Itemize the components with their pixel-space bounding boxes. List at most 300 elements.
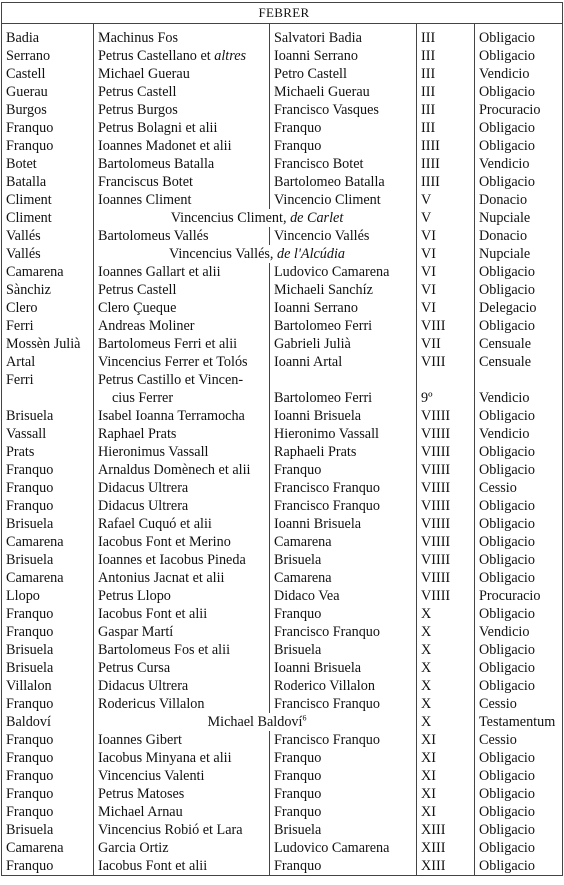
- act-type-cell: Obligacio: [475, 641, 563, 659]
- grantee-cell: Franquo: [270, 767, 417, 785]
- surname-cell: Franquo: [2, 605, 94, 623]
- grantee-cell: Didaco Vea: [270, 587, 417, 605]
- surname-cell: Franquo: [2, 857, 94, 876]
- grantor-cell: [94, 443, 270, 461]
- act-type-cell: Vendicio: [475, 371, 563, 407]
- table-row: [2, 641, 563, 659]
- table-row: [2, 731, 563, 749]
- surname-cell: Franquo: [2, 119, 94, 137]
- surname-cell: Castell: [2, 65, 94, 83]
- grantor-name-continued: cius Ferrer: [112, 390, 174, 406]
- table-row: [2, 587, 563, 605]
- surname-cell: Brisuela: [2, 641, 94, 659]
- grantor-cell: [94, 407, 270, 425]
- surname-cell: Batalla: [2, 173, 94, 191]
- table-row: [2, 173, 563, 191]
- act-type-cell: Obligacio: [475, 533, 563, 551]
- grantee-cell: Petro Castell: [270, 65, 417, 83]
- day-cell: VII: [417, 335, 475, 353]
- grantor-name: Clero Çueque: [98, 300, 177, 316]
- table-row: [2, 551, 563, 569]
- day-cell: VIIII: [417, 497, 475, 515]
- grantor-name: Vincencius Robió et Lara: [98, 822, 243, 838]
- surname-cell: Camarena: [2, 569, 94, 587]
- day-cell: VI: [417, 263, 475, 281]
- grantor-name: Arnaldus Domènech et alii: [98, 462, 251, 478]
- surname-cell: Villalon: [2, 677, 94, 695]
- footnote-marker: 6: [302, 713, 307, 723]
- grantor-name: Iacobus Font et alii: [98, 858, 208, 874]
- surname-cell: Brisuela: [2, 551, 94, 569]
- grantor-note: altres: [214, 48, 247, 64]
- surname-cell: Camarena: [2, 839, 94, 857]
- table-row: [2, 767, 563, 785]
- surname-cell: Franquo: [2, 803, 94, 821]
- grantee-cell: Francisco Vasques: [270, 101, 417, 119]
- grantor-cell: [94, 497, 270, 515]
- grantee-cell: Franquo: [270, 803, 417, 821]
- surname-cell: Clero: [2, 299, 94, 317]
- grantee-cell: Camarena: [270, 569, 417, 587]
- day-cell: IIII: [417, 137, 475, 155]
- surname-cell: Brisuela: [2, 515, 94, 533]
- grantee-cell: Franquo: [270, 461, 417, 479]
- act-type-cell: Obligacio: [475, 749, 563, 767]
- day-cell: III: [417, 65, 475, 83]
- day-cell: XI: [417, 767, 475, 785]
- day-cell: III: [417, 24, 475, 48]
- day-cell: VIII: [417, 317, 475, 335]
- day-cell: VIIII: [417, 407, 475, 425]
- grantor-cell: [94, 821, 270, 839]
- table-row: [2, 119, 563, 137]
- act-type-cell: Obligacio: [475, 83, 563, 101]
- grantor-cell: [94, 191, 270, 209]
- surname-cell: Baldoví: [2, 713, 94, 731]
- grantee-cell: Bartolomeo Ferri: [270, 371, 417, 407]
- table-row: [2, 317, 563, 335]
- act-type-cell: Obligacio: [475, 659, 563, 677]
- surname-cell: Serrano: [2, 47, 94, 65]
- act-type-cell: Obligacio: [475, 461, 563, 479]
- table-row: [2, 623, 563, 641]
- act-type-cell: Obligacio: [475, 821, 563, 839]
- act-type-cell: Obligacio: [475, 281, 563, 299]
- surname-cell: Llopo: [2, 587, 94, 605]
- grantor-cell: [94, 605, 270, 623]
- act-type-cell: Obligacio: [475, 407, 563, 425]
- month-title: FEBRER: [2, 3, 563, 24]
- grantor-cell: [94, 47, 270, 65]
- table-row: [2, 281, 563, 299]
- grantee-cell: Brisuela: [270, 551, 417, 569]
- act-type-cell: Obligacio: [475, 263, 563, 281]
- grantor-cell: [94, 461, 270, 479]
- grantee-cell: Vincencio Vallés: [270, 227, 417, 245]
- grantee-cell: Ioanni Brisuela: [270, 407, 417, 425]
- grantor-name: Iacobus Minyana et alii: [98, 750, 232, 766]
- day-cell: VIIII: [417, 587, 475, 605]
- grantee-cell: Raphaeli Prats: [270, 443, 417, 461]
- table-row: [2, 749, 563, 767]
- act-type-cell: Nupciale: [475, 209, 563, 227]
- grantor-cell: [94, 65, 270, 83]
- grantor-cell: [94, 24, 270, 48]
- grantee-cell: Ludovico Camarena: [270, 839, 417, 857]
- grantor-name: Petrus Bolagni et alii: [98, 120, 218, 136]
- grantor-cell: [94, 515, 270, 533]
- grantee-cell: Franquo: [270, 749, 417, 767]
- act-type-cell: Vendicio: [475, 155, 563, 173]
- grantor-cell: [94, 695, 270, 713]
- grantor-name: Ioannes Climent: [98, 192, 192, 208]
- surname-cell: Botet: [2, 155, 94, 173]
- grantee-cell: Francisco Franquo: [270, 623, 417, 641]
- register-body: [2, 24, 563, 876]
- grantor-name: Garcia Ortiz: [98, 840, 169, 856]
- table-row: [2, 443, 563, 461]
- grantor-name: Petrus Matoses: [98, 786, 185, 802]
- act-type-cell: Obligacio: [475, 677, 563, 695]
- day-cell: VI: [417, 245, 475, 263]
- grantor-cell: [94, 155, 270, 173]
- table-row: [2, 479, 563, 497]
- table-row: [2, 83, 563, 101]
- grantor-cell: [94, 425, 270, 443]
- grantee-cell: Franquo: [270, 605, 417, 623]
- grantor-cell: [94, 335, 270, 353]
- grantee-cell: Francisco Franquo: [270, 731, 417, 749]
- grantee-cell: Brisuela: [270, 821, 417, 839]
- act-type-cell: Donacio: [475, 227, 563, 245]
- grantor-cell: [94, 479, 270, 497]
- grantee-cell: Ioanni Brisuela: [270, 515, 417, 533]
- day-cell: VIIII: [417, 533, 475, 551]
- day-cell: VIIII: [417, 461, 475, 479]
- grantor-cell: [94, 317, 270, 335]
- grantor-cell: [94, 101, 270, 119]
- surname-cell: Brisuela: [2, 821, 94, 839]
- grantor-cell: [94, 533, 270, 551]
- day-cell: X: [417, 605, 475, 623]
- act-type-cell: Cessio: [475, 731, 563, 749]
- surname-cell: Vallés: [2, 245, 94, 263]
- grantor-name: Iacobus Font et alii: [98, 606, 208, 622]
- surname-cell: Ferri: [2, 317, 94, 335]
- act-type-cell: Obligacio: [475, 839, 563, 857]
- grantor-cell: [94, 173, 270, 191]
- grantor-name: Bartolomeus Vallés: [98, 228, 209, 244]
- day-cell: VI: [417, 281, 475, 299]
- surname-cell: Guerau: [2, 83, 94, 101]
- act-type-cell: Obligacio: [475, 515, 563, 533]
- grantee-cell: Camarena: [270, 533, 417, 551]
- act-type-cell: Obligacio: [475, 317, 563, 335]
- day-cell: VIIII: [417, 515, 475, 533]
- grantee-cell: Ioanni Brisuela: [270, 659, 417, 677]
- grantor-cell: [94, 371, 270, 407]
- grantee-cell: Francisco Franquo: [270, 695, 417, 713]
- act-type-cell: Censuale: [475, 353, 563, 371]
- act-type-cell: Donacio: [475, 191, 563, 209]
- act-type-cell: Delegacio: [475, 299, 563, 317]
- grantor-name: Didacus Ultrera: [98, 480, 189, 496]
- table-row: [2, 533, 563, 551]
- grantee-cell: Hieronimo Vassall: [270, 425, 417, 443]
- grantor-cell: [94, 227, 270, 245]
- grantor-cell: [94, 641, 270, 659]
- table-row: [2, 407, 563, 425]
- grantor-name: Bartolomeus Batalla: [98, 156, 215, 172]
- party-span-cell: [94, 713, 417, 731]
- day-cell: VIIII: [417, 479, 475, 497]
- grantee-cell: Michaeli Guerau: [270, 83, 417, 101]
- day-cell: V: [417, 191, 475, 209]
- grantor-cell: [94, 731, 270, 749]
- act-type-cell: Testamentum: [475, 713, 563, 731]
- table-row: [2, 461, 563, 479]
- grantee-cell: Brisuela: [270, 641, 417, 659]
- act-type-cell: Vendicio: [475, 623, 563, 641]
- table-row: [2, 353, 563, 371]
- surname-cell: Franquo: [2, 623, 94, 641]
- surname-cell: Franquo: [2, 461, 94, 479]
- grantor-cell: [94, 119, 270, 137]
- surname-cell: Franquo: [2, 785, 94, 803]
- day-cell: IIII: [417, 155, 475, 173]
- act-type-cell: Cessio: [475, 695, 563, 713]
- register-table: [1, 2, 563, 876]
- surname-cell: Franquo: [2, 749, 94, 767]
- grantor-name: Raphael Prats: [98, 426, 177, 442]
- table-row: [2, 65, 563, 83]
- table-row: [2, 335, 563, 353]
- grantor-name: Petrus Cursa: [98, 660, 171, 676]
- table-row: [2, 245, 563, 263]
- table-row: [2, 299, 563, 317]
- act-type-cell: Obligacio: [475, 47, 563, 65]
- day-cell: VIIII: [417, 443, 475, 461]
- surname-cell: Burgos: [2, 101, 94, 119]
- act-type-cell: Obligacio: [475, 173, 563, 191]
- table-row: [2, 821, 563, 839]
- table-row: [2, 155, 563, 173]
- header-row: [2, 3, 563, 24]
- act-type-cell: Obligacio: [475, 857, 563, 876]
- grantor-name: Bartolomeus Ferri et alii: [98, 336, 238, 352]
- grantor-name: Rafael Cuquó et alii: [98, 516, 212, 532]
- act-type-cell: Vendicio: [475, 65, 563, 83]
- grantor-cell: [94, 677, 270, 695]
- act-type-cell: Obligacio: [475, 497, 563, 515]
- day-cell: VIIII: [417, 569, 475, 587]
- day-cell: X: [417, 623, 475, 641]
- surname-cell: Sànchiz: [2, 281, 94, 299]
- party-place: de l'Alcúdia: [276, 246, 346, 262]
- surname-cell: Prats: [2, 443, 94, 461]
- grantor-name: Petrus Castillo et Vincen-: [98, 372, 244, 388]
- day-cell: X: [417, 695, 475, 713]
- day-cell: XI: [417, 731, 475, 749]
- surname-cell: Camarena: [2, 263, 94, 281]
- surname-cell: Badia: [2, 24, 94, 48]
- surname-cell: Ferri: [2, 371, 94, 407]
- day-cell: X: [417, 659, 475, 677]
- grantee-cell: Ludovico Camarena: [270, 263, 417, 281]
- party-span-cell: [94, 245, 417, 263]
- grantor-name: Petrus Burgos: [98, 102, 178, 118]
- grantee-cell: Bartolomeo Batalla: [270, 173, 417, 191]
- act-type-cell: Vendicio: [475, 425, 563, 443]
- table-row: [2, 191, 563, 209]
- grantee-cell: Franquo: [270, 137, 417, 155]
- day-cell: III: [417, 119, 475, 137]
- grantor-name: Iacobus Font et Merino: [98, 534, 231, 550]
- day-cell: XIII: [417, 839, 475, 857]
- surname-cell: Vallés: [2, 227, 94, 245]
- surname-cell: Franquo: [2, 767, 94, 785]
- surname-cell: Franquo: [2, 731, 94, 749]
- party-name: Michael Baldoví: [207, 714, 303, 730]
- grantor-name: Michael Arnau: [98, 804, 183, 820]
- party-place: de Carlet: [290, 210, 344, 226]
- day-cell: X: [417, 641, 475, 659]
- grantor-name: Didacus Ultrera: [98, 498, 189, 514]
- grantee-cell: Vincencio Climent: [270, 191, 417, 209]
- table-row: [2, 803, 563, 821]
- act-type-cell: Obligacio: [475, 137, 563, 155]
- table-row: [2, 47, 563, 65]
- grantor-name: Petrus Castell: [98, 282, 177, 298]
- table-row: [2, 101, 563, 119]
- grantee-cell: Bartolomeo Ferri: [270, 317, 417, 335]
- grantor-name: Gaspar Martí: [98, 624, 174, 640]
- day-cell: X: [417, 677, 475, 695]
- party-name: Vincencius Climent,: [170, 210, 287, 226]
- surname-cell: Franquo: [2, 137, 94, 155]
- grantor-cell: [94, 263, 270, 281]
- act-type-cell: Obligacio: [475, 785, 563, 803]
- table-row: [2, 497, 563, 515]
- surname-cell: Artal: [2, 353, 94, 371]
- table-row: [2, 605, 563, 623]
- grantor-cell: [94, 767, 270, 785]
- day-cell: III: [417, 47, 475, 65]
- day-cell: XI: [417, 785, 475, 803]
- grantor-cell: [94, 137, 270, 155]
- act-type-cell: Obligacio: [475, 119, 563, 137]
- grantor-cell: [94, 281, 270, 299]
- grantor-name: Vincencius Ferrer et Tolós: [98, 354, 248, 370]
- day-cell: XI: [417, 803, 475, 821]
- grantee-cell: Francisco Franquo: [270, 479, 417, 497]
- grantor-name: Petrus Castell: [98, 84, 177, 100]
- grantor-cell: [94, 749, 270, 767]
- surname-cell: Brisuela: [2, 407, 94, 425]
- grantee-cell: Roderico Villalon: [270, 677, 417, 695]
- grantor-name: Bartolomeus Fos et alii: [98, 642, 231, 658]
- table-row: [2, 425, 563, 443]
- grantor-name: Petrus Castellano et: [98, 48, 211, 64]
- day-cell: VI: [417, 227, 475, 245]
- grantor-name: Didacus Ultrera: [98, 678, 189, 694]
- table-row: [2, 857, 563, 876]
- grantor-name: Franciscus Botet: [98, 174, 193, 190]
- table-row: [2, 137, 563, 155]
- act-type-cell: Obligacio: [475, 803, 563, 821]
- grantor-name: Petrus Llopo: [98, 588, 171, 604]
- act-type-cell: Censuale: [475, 335, 563, 353]
- table-row: [2, 677, 563, 695]
- act-type-cell: Obligacio: [475, 605, 563, 623]
- act-type-cell: Obligacio: [475, 767, 563, 785]
- grantee-cell: Franquo: [270, 119, 417, 137]
- grantee-cell: Ioanni Artal: [270, 353, 417, 371]
- act-type-cell: Obligacio: [475, 24, 563, 48]
- table-row: [2, 371, 563, 407]
- grantor-cell: [94, 353, 270, 371]
- day-cell: IIII: [417, 173, 475, 191]
- grantor-cell: [94, 83, 270, 101]
- grantee-cell: Gabrieli Julià: [270, 335, 417, 353]
- act-type-cell: Obligacio: [475, 443, 563, 461]
- table-row: [2, 659, 563, 677]
- surname-cell: Franquo: [2, 695, 94, 713]
- act-type-cell: Nupciale: [475, 245, 563, 263]
- surname-cell: Vassall: [2, 425, 94, 443]
- day-cell: XI: [417, 749, 475, 767]
- day-cell: X: [417, 713, 475, 731]
- grantor-name: Ioannes Gallart et alii: [98, 264, 221, 280]
- grantor-cell: [94, 857, 270, 876]
- table-row: [2, 263, 563, 281]
- grantee-cell: Franquo: [270, 857, 417, 876]
- grantor-name: Michael Guerau: [98, 66, 190, 82]
- grantor-cell: [94, 551, 270, 569]
- day-cell: 9º: [417, 371, 475, 407]
- day-cell: VI: [417, 299, 475, 317]
- grantee-cell: Ioanni Serrano: [270, 299, 417, 317]
- grantee-cell: Franquo: [270, 785, 417, 803]
- act-type-cell: Procuracio: [475, 101, 563, 119]
- day-cell: XIII: [417, 821, 475, 839]
- act-type-cell: Obligacio: [475, 569, 563, 587]
- grantor-name: Ioannes Madonet et alii: [98, 138, 232, 154]
- grantor-name: Ioannes et Iacobus Pineda: [98, 552, 246, 568]
- grantor-name: Isabel Ioanna Terramocha: [98, 408, 245, 424]
- day-cell: XIII: [417, 857, 475, 876]
- surname-cell: Mossèn Julià: [2, 335, 94, 353]
- day-cell: V: [417, 209, 475, 227]
- surname-cell: Climent: [2, 191, 94, 209]
- day-cell: VIII: [417, 353, 475, 371]
- grantor-name: Antonius Jacnat et alii: [98, 570, 225, 586]
- grantor-cell: [94, 839, 270, 857]
- grantor-cell: [94, 299, 270, 317]
- grantee-cell: Michaeli Sanchíz: [270, 281, 417, 299]
- table-row: [2, 695, 563, 713]
- table-row: [2, 515, 563, 533]
- day-cell: VIIII: [417, 551, 475, 569]
- grantor-name: Hieronimus Vassall: [98, 444, 209, 460]
- table-row: [2, 713, 563, 731]
- grantee-cell: Francisco Franquo: [270, 497, 417, 515]
- grantor-name: Ioannes Gibert: [98, 732, 182, 748]
- day-cell: III: [417, 101, 475, 119]
- grantor-cell: [94, 785, 270, 803]
- table-row: [2, 785, 563, 803]
- grantor-cell: [94, 803, 270, 821]
